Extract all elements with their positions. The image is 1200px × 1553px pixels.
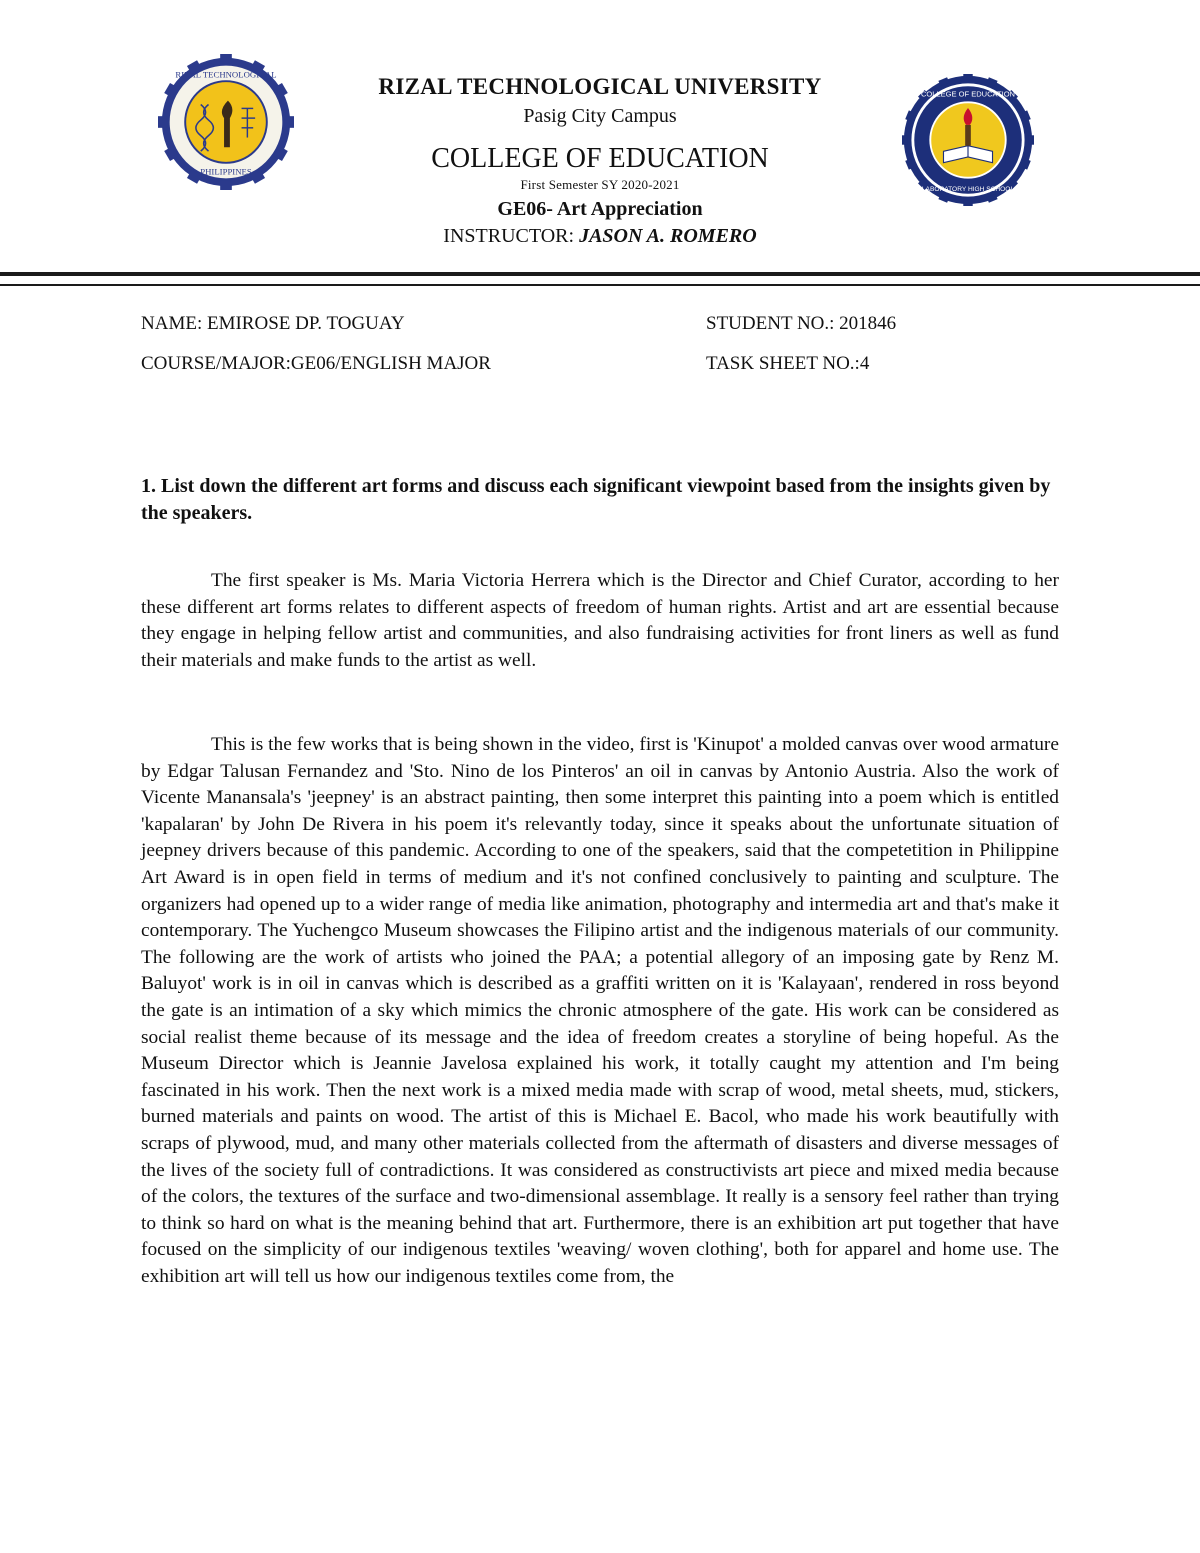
coe-seal-lettering-bottom: LABORATORY HIGH SCHOOL [921,185,1015,193]
course-title: GE06- Art Appreciation [497,198,703,220]
student-number: STUDENT NO.: 201846 [706,313,897,334]
semester-label: First Semester SY 2020-2021 [520,177,680,192]
rtu-seal-lettering: RIZAL TECHNOLOGICAL [175,69,277,80]
university-name: RIZAL TECHNOLOGICAL UNIVERSITY [378,74,822,99]
header-divider-thick [0,272,1200,276]
header-block [300,72,900,250]
college-of-education-seal-logo [902,74,1034,206]
instructor-label: INSTRUCTOR: [443,225,575,247]
course-major: COURSE/MAJOR:GE06/ENGLISH MAJOR [141,353,491,374]
campus-name: Pasig City Campus [523,105,677,127]
college-name: COLLEGE OF EDUCATION [431,143,769,174]
rtu-seal-logo [158,54,294,190]
instructor-name: JASON A. ROMERO [579,225,757,247]
instructor-line [300,222,900,250]
student-name: NAME: EMIROSE DP. TOGUAY [141,313,405,334]
answer-paragraph-2: This is the few works that is being shown in the video, first is 'Kinupot' a molded canvas over wood armature by Edgar Talusan Fernandez and 'Sto. Nino de los Pinteros' an oil in canvas by Antonio Austria. Also the work of Vicente Manansala's 'jeepney' is an abstract painting, then some interpret this painting into a poem which is entitled 'kapalaran' by John De Rivera in his poem it's relevantly today, since it speaks about the unfortunate situation of jeepney drivers because of this pandemic. According to one of the speakers, said that the competetition in Philippine Art Award is in open field in terms of medium and it's not confined conclusively to painting and sculpture. The organizers had opened up to a wider range of media like animation, photography and intermedia art and that's make it contemporary. The Yuchengco Museum showcases the Filipino artist and the indigenous materials of our community. The following are the work of artists who joined the PAA; a potential allegory of an imposing gate by Renz M. Baluyot' work is in oil in canvas which is described as a graffiti written on it is 'Kalayaan', rendered in ross beyond the gate is an intimation of a sky which mimics the chronic atmosphere of the gate. His work can be considered as social realist theme because of its message and the idea of freedom creates a storyline of being hopeful. As the Museum Director which is Jeannie Javelosa explained his work, it totally caught my attention and I'm being fascinated in his work. Then the next work is a mixed media made with scrap of wood, metal sheets, mud, stickers, burned materials and paints on wood. The artist of this is Michael E. Bacol, who made his work beautifully with scraps of plywood, mud, and many other materials collected from the aftermath of disasters and diverse messages of the lives of the society full of contradictions. It was considered as constructivists art piece and mixed media because of the colors, the textures of the surface and two-dimensional assemblage. It really is a sensory feel rather than trying to think so hard on what is the meaning behind that art. Furthermore, there is an exhibition art put together that have focused on the simplicity of our indigenous textiles 'weaving/ woven clothing', both for apparel and home use. The exhibition art will tell us how our indigenous textiles come from, the [141,734,1059,1287]
task-sheet-number: TASK SHEET NO.:4 [706,353,870,374]
question-heading: 1. List down the different art forms and discuss each significant viewpoint based from the insights given by the speakers. [141,475,1051,524]
answer-paragraph-1: The first speaker is Ms. Maria Victoria Herrera which is the Director and Chief Curator, according to her these different art forms relates to different aspects of freedom of human rights. Artist and art are essential because they engage in helping fellow artist and communities, and also fundraising activities for front liners as well as fund their materials and make funds to the artist as well. [141,570,1059,671]
coe-seal-lettering: COLLEGE OF EDUCATION [920,89,1016,99]
header-divider-thin [0,284,1200,286]
rtu-seal-lettering-bottom: PHILIPPINES [200,166,252,177]
